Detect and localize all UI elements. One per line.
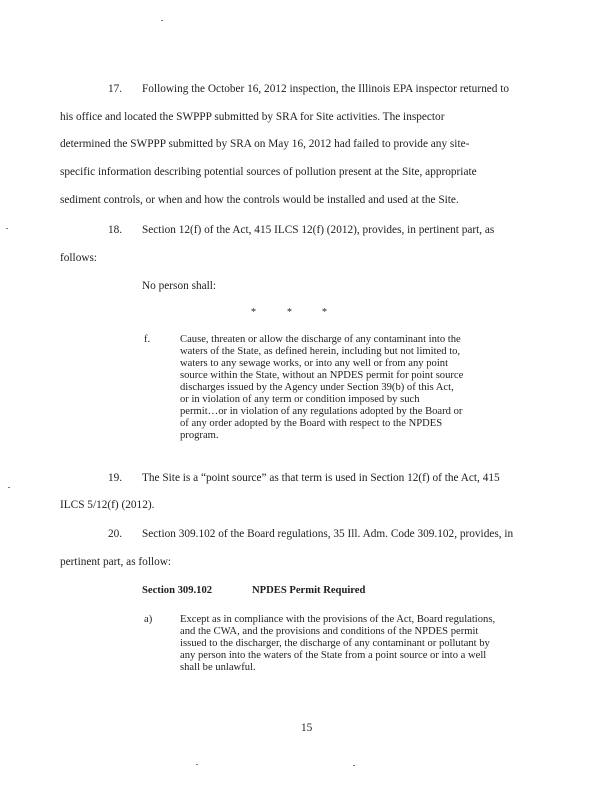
quote-line: waters to any sewage works, or into any well or from any point (180, 358, 449, 369)
quote-line: or in violation of any term or condition imposed by such (180, 394, 420, 405)
scan-speck (6, 228, 8, 229)
scan-speck (196, 764, 198, 765)
scan-speck (8, 487, 10, 488)
quote-line: discharges issued by the Agency under Section 39(b) of this Act, (180, 382, 454, 393)
paragraph-number: 17. (108, 83, 123, 95)
paragraph-line: Section 12(f) of the Act, 415 ILCS 12(f) (2012), provides, in pertinent part, as (142, 224, 495, 236)
paragraph-line: ILCS 5/12(f) (2012). (60, 499, 155, 511)
ellipsis-asterisk: * (251, 307, 256, 318)
paragraph-line: Following the October 16, 2012 inspection, the Illinois EPA inspector returned to (142, 83, 509, 95)
quote-line: source within the State, without an NPDES permit for point source (180, 370, 464, 381)
section-heading-number: Section 309.102 (142, 585, 213, 596)
paragraph-line: his office and located the SWPPP submitted by SRA for Site activities. The inspector (60, 111, 445, 123)
paragraph-line: follows: (60, 252, 98, 264)
scan-speck (161, 20, 163, 21)
quote-line: of any order adopted by the Board with respect to the NPDES (180, 418, 443, 429)
quote-line: shall be unlawful. (180, 662, 256, 673)
quote-line: Cause, threaten or allow the discharge of any contaminant into the (180, 334, 461, 345)
quote-line: program. (180, 430, 219, 441)
ellipsis-asterisk: * (322, 307, 327, 318)
quote-line: waters of the State, as defined herein, including but not limited to, (180, 346, 461, 357)
page-number: 15 (301, 722, 313, 734)
list-item-label: a) (144, 614, 153, 625)
paragraph-line: pertinent part, as follow: (60, 556, 172, 568)
ellipsis-asterisk: * (287, 307, 292, 318)
section-heading-title: NPDES Permit Required (252, 585, 366, 596)
quote-line: issued to the discharger, the discharge of any contaminant or pollutant by (180, 638, 490, 649)
paragraph-line: sediment controls, or when and how the controls would be installed and used at the Site. (60, 194, 459, 206)
quote-line: Except as in compliance with the provisions of the Act, Board regulations, (180, 614, 496, 625)
paragraph-line: determined the SWPPP submitted by SRA on May 16, 2012 had failed to provide any site- (60, 138, 470, 150)
paragraph-number: 19. (108, 472, 123, 484)
list-item-label: f. (144, 334, 151, 345)
quote-line: and the CWA, and the provisions and conditions of the NPDES permit (180, 626, 479, 637)
paragraph-line: specific information describing potential sources of pollution present at the Site, appropriate (60, 166, 477, 178)
paragraph-line: Section 309.102 of the Board regulations, 35 Ill. Adm. Code 309.102, provides, in (142, 528, 514, 540)
paragraph-line: The Site is a “point source” as that term is used in Section 12(f) of the Act, 415 (142, 472, 500, 484)
paragraph-number: 20. (108, 528, 123, 540)
quote-line: permit…or in violation of any regulations adopted by the Board or (180, 406, 463, 417)
quote-line: any person into the waters of the State from a point source or into a well (180, 650, 487, 661)
scan-speck (353, 765, 355, 766)
quote-intro: No person shall: (142, 280, 217, 292)
paragraph-number: 18. (108, 224, 123, 236)
